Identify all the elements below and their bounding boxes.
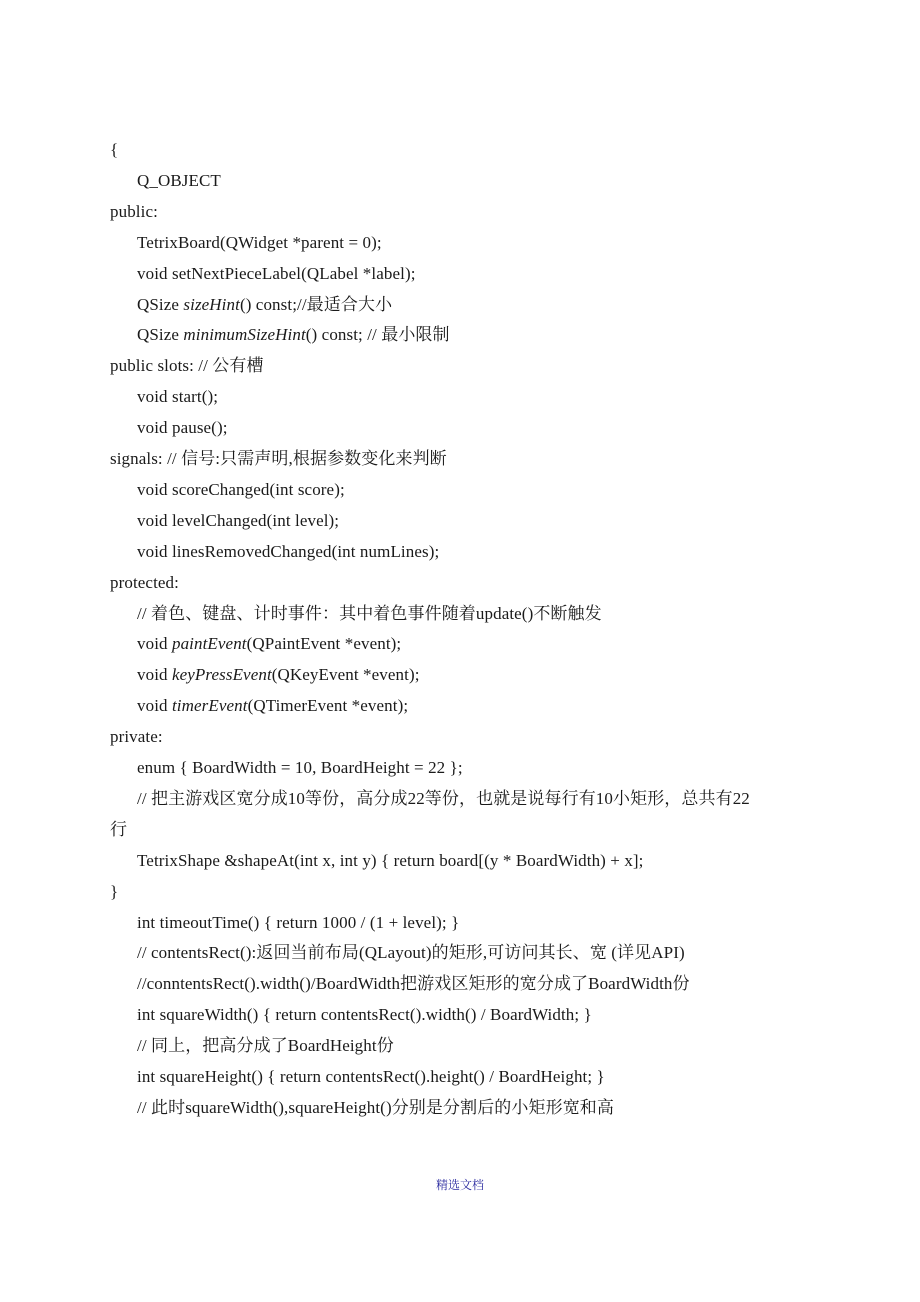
code-text: // contentsRect():返回当前布局(QLayout)的矩形,可访问其长、宽 (详见API) — [137, 943, 685, 963]
code-line — [110, 201, 824, 223]
code-line — [137, 942, 824, 964]
code-text: QSize — [137, 325, 184, 345]
code-text: (QPaintEvent *event); — [246, 634, 402, 654]
code-line — [110, 572, 824, 594]
code-identifier: keyPressEvent — [171, 665, 272, 685]
code-text: void levelChanged(int level); — [137, 510, 340, 530]
code-line — [137, 1066, 824, 1088]
code-text: int squareWidth() { return contentsRect().width() / BoardWidth; } — [137, 1005, 592, 1025]
code-line — [110, 881, 824, 903]
code-text: int squareHeight() { return contentsRect().height() / BoardHeight; } — [137, 1067, 605, 1086]
code-line — [137, 386, 824, 408]
code-text: void — [137, 634, 172, 654]
code-text: protected: — [110, 572, 179, 592]
code-line — [137, 263, 824, 285]
code-line — [137, 1035, 824, 1057]
code-line — [137, 850, 824, 872]
code-text: int timeoutTime() { return 1000 / (1 + level); } — [137, 912, 460, 932]
code-line — [110, 139, 824, 161]
page-footer: 精选文档 — [435, 1178, 484, 1192]
code-identifier: paintEvent — [171, 634, 247, 654]
code-text: void — [137, 665, 172, 685]
code-text: public: — [110, 201, 158, 221]
code-line — [110, 355, 824, 377]
code-line — [137, 232, 824, 254]
code-line — [137, 973, 824, 995]
code-line — [137, 603, 824, 625]
code-text: // 同上，把高分成了BoardHeight份 — [137, 1036, 394, 1056]
code-text: private: — [110, 727, 163, 747]
code-text: //conntentsRect().width()/BoardWidth把游戏区矩形的宽分成了BoardWidth份 — [137, 974, 690, 994]
code-line — [137, 664, 824, 686]
code-text: void pause(); — [137, 418, 228, 438]
code-text: // 着色、键盘、计时事件：其中着色事件随着update()不断触发 — [137, 603, 602, 623]
code-line — [137, 1097, 824, 1119]
code-text: (QTimerEvent *event); — [247, 696, 409, 716]
code-text: signals: // 信号:只需声明,根据参数变化来判断 — [110, 449, 447, 468]
code-text: void — [137, 696, 172, 716]
code-text: 行 — [110, 819, 128, 839]
code-text: void scoreChanged(int score); — [137, 479, 345, 499]
code-line — [137, 170, 824, 192]
code-text: { — [110, 140, 119, 159]
code-line — [137, 695, 824, 717]
code-text: Q_OBJECT — [137, 170, 221, 190]
code-text: void linesRemovedChanged(int numLines); — [137, 541, 440, 561]
code-line — [110, 726, 824, 748]
code-line — [137, 788, 824, 810]
code-line — [137, 757, 824, 779]
code-line — [137, 541, 824, 563]
code-text: enum { BoardWidth = 10, BoardHeight = 22 }; — [137, 758, 463, 777]
code-text: (QKeyEvent *event); — [271, 665, 420, 685]
code-identifier: timerEvent — [171, 696, 248, 716]
code-line — [137, 479, 824, 501]
code-text: // 此时squareWidth(),squareHeight()分别是分割后的小矩形宽和高 — [137, 1097, 615, 1117]
code-text: public slots: // 公有槽 — [110, 356, 264, 376]
code-text: QSize — [137, 294, 184, 314]
code-text: } — [110, 881, 119, 901]
code-text: TetrixShape &shapeAt(int x, int y) { return board[(y * BoardWidth) + x]; — [137, 850, 644, 870]
code-text: TetrixBoard(QWidget *parent = 0); — [137, 232, 382, 252]
code-line — [137, 1004, 824, 1026]
code-text: // 把主游戏区宽分成10等份，高分成22等份，也就是说每行有10小矩形，总共有22 — [137, 788, 750, 808]
code-line — [110, 819, 824, 841]
code-line — [110, 448, 824, 470]
code-line — [137, 912, 824, 934]
code-line — [137, 510, 824, 532]
code-line — [137, 294, 824, 316]
code-line — [137, 633, 824, 655]
code-line — [137, 324, 824, 346]
code-line — [137, 417, 824, 439]
code-text: void setNextPieceLabel(QLabel *label); — [137, 263, 416, 283]
code-text: () const;//最适合大小 — [239, 294, 393, 314]
code-identifier: minimumSizeHint — [183, 325, 306, 345]
code-identifier: sizeHint — [183, 294, 240, 314]
code-text: () const; // 最小限制 — [305, 325, 450, 345]
code-text: void start(); — [137, 387, 219, 407]
